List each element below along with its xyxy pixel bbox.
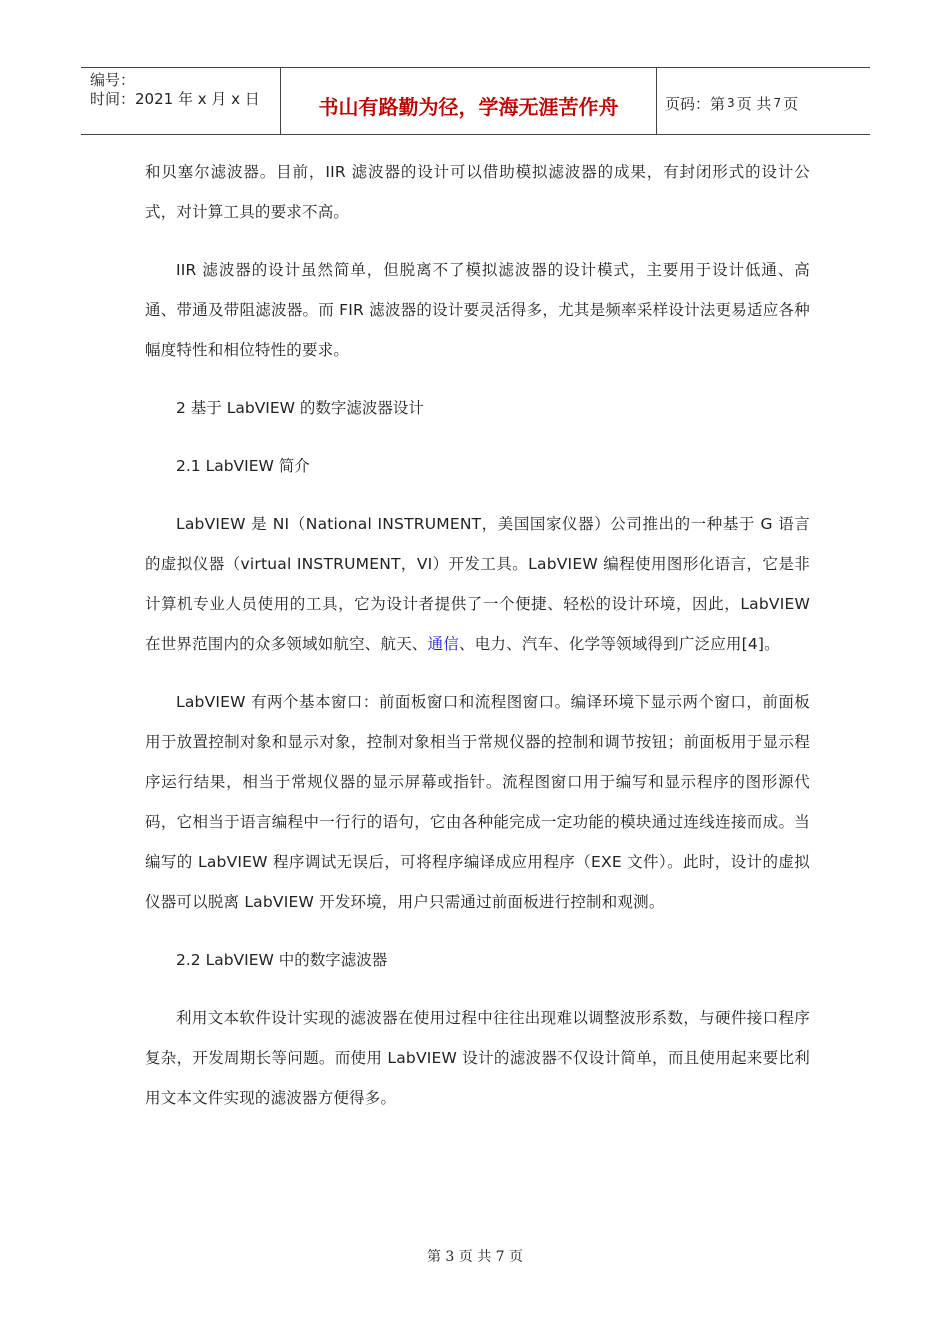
paragraph-3 <box>145 504 810 664</box>
paragraph-2: IIR 滤波器的设计虽然简单，但脱离不了模拟滤波器的设计模式，主要用于设计低通、高通、带通及带阻滤波器。而 FIR 滤波器的设计要灵活得多，尤其是频率采样设计法更易适应各种幅度特性和相位特性的要求。 <box>145 261 810 359</box>
link-tongxin[interactable]: 通信 <box>427 635 460 653</box>
time-label: 时间：2021 年 x 月 x 日 <box>90 90 260 108</box>
paragraph-1: 和贝塞尔滤波器。目前，IIR 滤波器的设计可以借助模拟滤波器的成果，有封闭形式的设计公式，对计算工具的要求不高。 <box>145 163 810 221</box>
paragraph-3-text-a: LabVIEW 是 NI（National INSTRUMENT，美国国家仪器）公司推出的一种基于 G 语言的虚拟仪器（virtual INSTRUMENT，VI）开发工具。LabVIEW 编程使用图形化语言，它是非计算机专业人员使用的工具，它为设计者提供了一个便捷、轻松的设计环境，因此，LabVIEW 在世界范围内的众多领域如航空、航天、 <box>145 515 810 653</box>
number-label: 编号： <box>90 71 136 89</box>
section-heading-2: 2 基于 LabVIEW 的数字滤波器设计 <box>176 399 424 417</box>
page-footer: 第 3 页 共 7 页 <box>426 1249 524 1265</box>
paragraph-5: 利用文本软件设计实现的滤波器在使用过程中往往出现难以调整波形系数，与硬件接口程序复杂，开发周期长等问题。而使用 LabVIEW 设计的滤波器不仅设计简单，而且使用起来要比利用文本文件实现的滤波器方便得多。 <box>145 1009 810 1107</box>
section-heading-2-1: 2.1 LabVIEW 简介 <box>176 457 310 475</box>
paragraph-4: LabVIEW 有两个基本窗口：前面板窗口和流程图窗口。编译环境下显示两个窗口，前面板用于放置控制对象和显示对象，控制对象相当于常规仪器的控制和调节按钮；前面板用于显示程序运行结果，相当于常规仪器的显示屏幕或指针。流程图窗口用于编写和显示程序的图形源代码，它相当于语言编程中一行行的语句，它由各种能完成一定功能的模块通过连线连接而成。当编写的 LabVIEW 程序调试无误后，可将程序编译成应用程序（EXE 文件）。此时，设计的虚拟仪器可以脱离 LabVIEW 开发环境，用户只需通过前面板进行控制和观测。 <box>145 693 810 911</box>
header-meta <box>81 68 281 134</box>
section-heading-2-2: 2.2 LabVIEW 中的数字滤波器 <box>176 951 388 969</box>
page-mid: 页 共 <box>736 94 772 113</box>
document-body <box>145 152 810 1136</box>
paragraph-3-text-b: 、电力、汽车、化学等领域得到广泛应用[4]。 <box>459 635 780 653</box>
page-header <box>81 67 870 135</box>
page-prefix: 页码：第 <box>665 94 726 113</box>
page-current: 3 <box>727 96 735 110</box>
page-total: 7 <box>773 96 782 110</box>
header-motto: 书山有路勤为径，学海无涯苦作舟 <box>281 68 657 134</box>
header-page-info <box>657 68 870 134</box>
page-suffix: 页 <box>783 94 799 113</box>
